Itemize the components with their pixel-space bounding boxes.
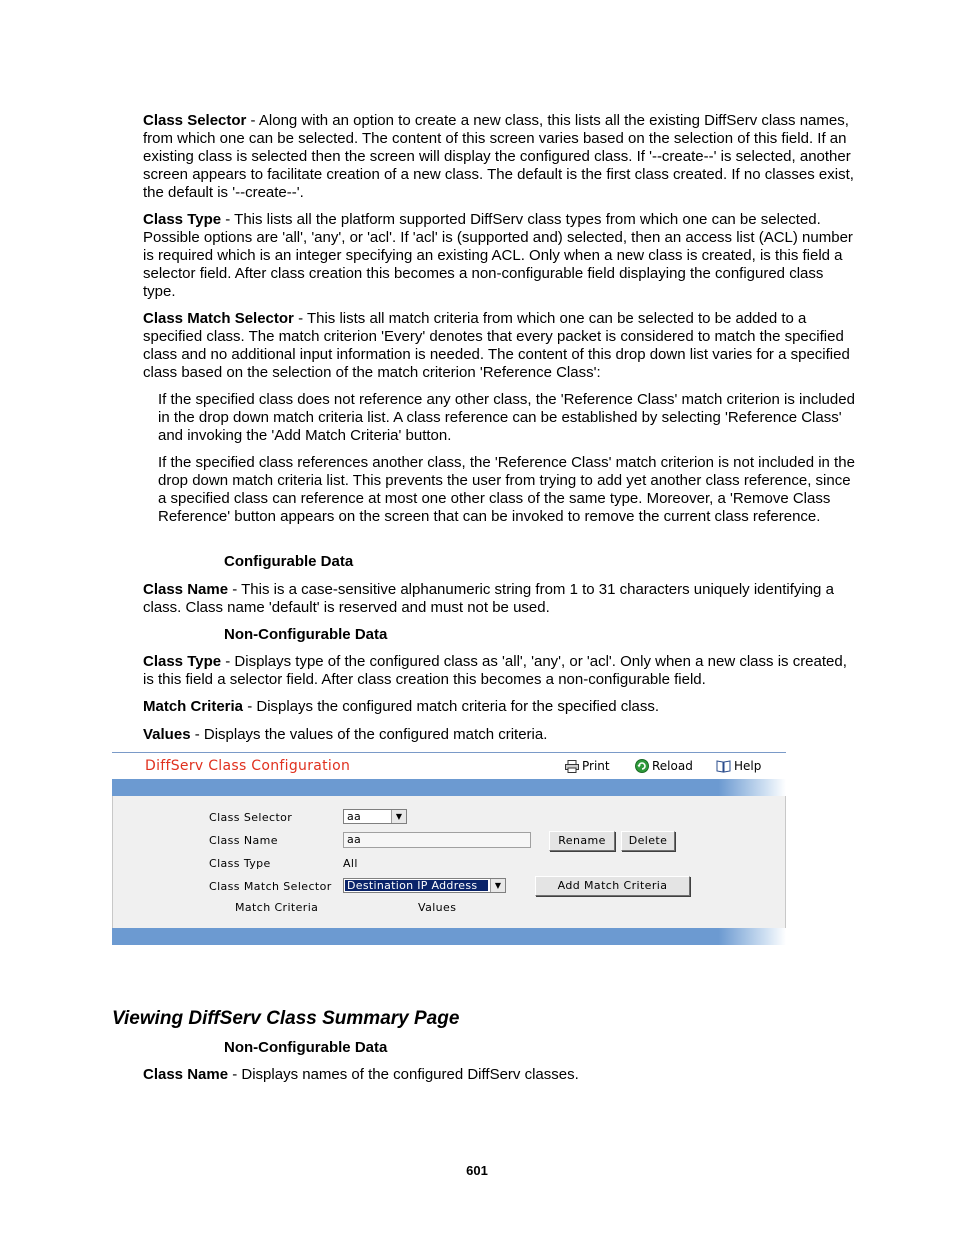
term: Class Selector [143,112,247,129]
description-text: - Along with an option to create a new class, this lists all the existing DiffServ class names, from which one can be selected. The content of this screen varies based on the selection of this field. If an existing class is selected then the screen will display the configured class. If '--create--' is selected, another screen appears to facilitate creation of a new class. The default is the first class created. If no classes exist, the default is '--create--'. [143,112,854,201]
add-match-criteria-button[interactable]: Add Match Criteria [535,876,690,896]
print-link[interactable] [565,759,610,773]
class-selector-label: Class Selector [209,811,293,824]
configurable-data-heading: Configurable Data [224,553,354,570]
rename-button[interactable]: Rename [549,831,615,851]
ui-bottom-bar [112,928,786,945]
class-selector-value: aa [347,810,362,823]
term: Class Match Selector [143,310,294,327]
print-label: Print [582,759,610,773]
class-selector-dropdown[interactable] [343,809,407,824]
description-text: - Displays the configured match criteria for the specified class. [243,698,660,715]
description-text: - This is a case-sensitive alphanumeric string from 1 to 31 characters uniquely identifying a class. Class name 'default' is reserved and must not be used. [143,581,834,616]
description-text: - This lists all the platform supported DiffServ class types from which one can be selected. Possible options are 'all', 'any', or 'acl'. If 'acl' is (supported and) selected, then an access list (ACL) number is required which is an integer specifying an existing ACL. Only when a new class is created, is this field a selector field. After class creation this becomes a non-configurable field displaying the configured class type. [143,211,853,300]
class-type-value: All [343,857,358,870]
ui-title: DiffServ Class Configuration [145,758,351,774]
chevron-down-icon: ▼ [391,810,406,823]
class-type-description [143,211,858,301]
reload-link[interactable] [635,759,693,773]
page-number: 601 [466,1163,488,1178]
class-name-description [143,581,858,617]
reload-label: Reload [652,759,693,773]
description-text: - Displays the values of the configured match criteria. [190,726,548,743]
values-description [143,726,858,744]
printer-icon [565,760,579,773]
class-type-label: Class Type [209,857,271,870]
class-match-selector-dropdown[interactable] [343,878,506,893]
class-name-label: Class Name [209,834,278,847]
match-criteria-description [143,698,858,716]
class-match-selector-value: Destination IP Address [345,880,488,891]
class-match-selector-description [143,310,858,382]
description-text: - Displays type of the configured class as 'all', 'any', or 'acl'. Only when a new class is created, is this field a selector field. After class creation this becomes a non-configurable field. [143,653,847,688]
term: Match Criteria [143,698,244,715]
help-label: Help [734,759,762,773]
class-selector-description [143,112,858,202]
term: Class Name [143,581,229,598]
term: Class Type [143,653,222,670]
description-text: - This lists all match criteria from which one can be selected to be added to a specified class. The match criterion 'Every' denotes that every packet is considered to match the specified class and no additional input information is needed. The content of this drop down list varies for a specified class based on the selection of the match criterion 'Reference Class': [143,310,850,381]
term: Class Type [143,211,222,228]
indented-paragraph-1: If the specified class does not reference any other class, the 'Reference Class' match criterion is included in the drop down match criteria list. A class reference can be established by selecting 'Reference Class' and invoking the 'Add Match Criteria' button. [158,391,855,444]
ui-top-bar [112,779,786,796]
description-text: - Displays names of the configured DiffServ classes. [228,1066,579,1083]
delete-button[interactable]: Delete [621,831,675,851]
term: Values [143,726,191,743]
summary-class-name-description [143,1066,858,1084]
ui-form-panel [112,796,786,928]
book-icon [716,760,731,773]
ui-header [112,752,786,779]
section-title: Viewing DiffServ Class Summary Page [112,1008,460,1029]
chevron-down-icon: ▼ [490,879,505,892]
class-name-input[interactable]: aa [343,832,531,848]
values-column-header: Values [418,901,457,914]
help-link[interactable] [716,759,761,773]
term: Class Name [143,1066,229,1083]
non-configurable-data-heading: Non-Configurable Data [224,626,388,643]
class-match-selector-label: Class Match Selector [209,880,332,893]
diffserv-class-configuration-screenshot [112,752,786,945]
class-type-nc-description [143,653,858,689]
indented-paragraph-2: If the specified class references another class, the 'Reference Class' match criterion is not included in the drop down match criteria list. This prevents the user from trying to add yet another class reference, since a specified class can reference at most one other class of the same type. Moreover, a 'Remove Class Reference' button appears on the screen that can be invoked to remove the current class reference. [158,454,855,525]
summary-non-configurable-heading: Non-Configurable Data [224,1039,388,1056]
reload-icon [635,759,649,773]
match-criteria-column-header: Match Criteria [235,901,319,914]
